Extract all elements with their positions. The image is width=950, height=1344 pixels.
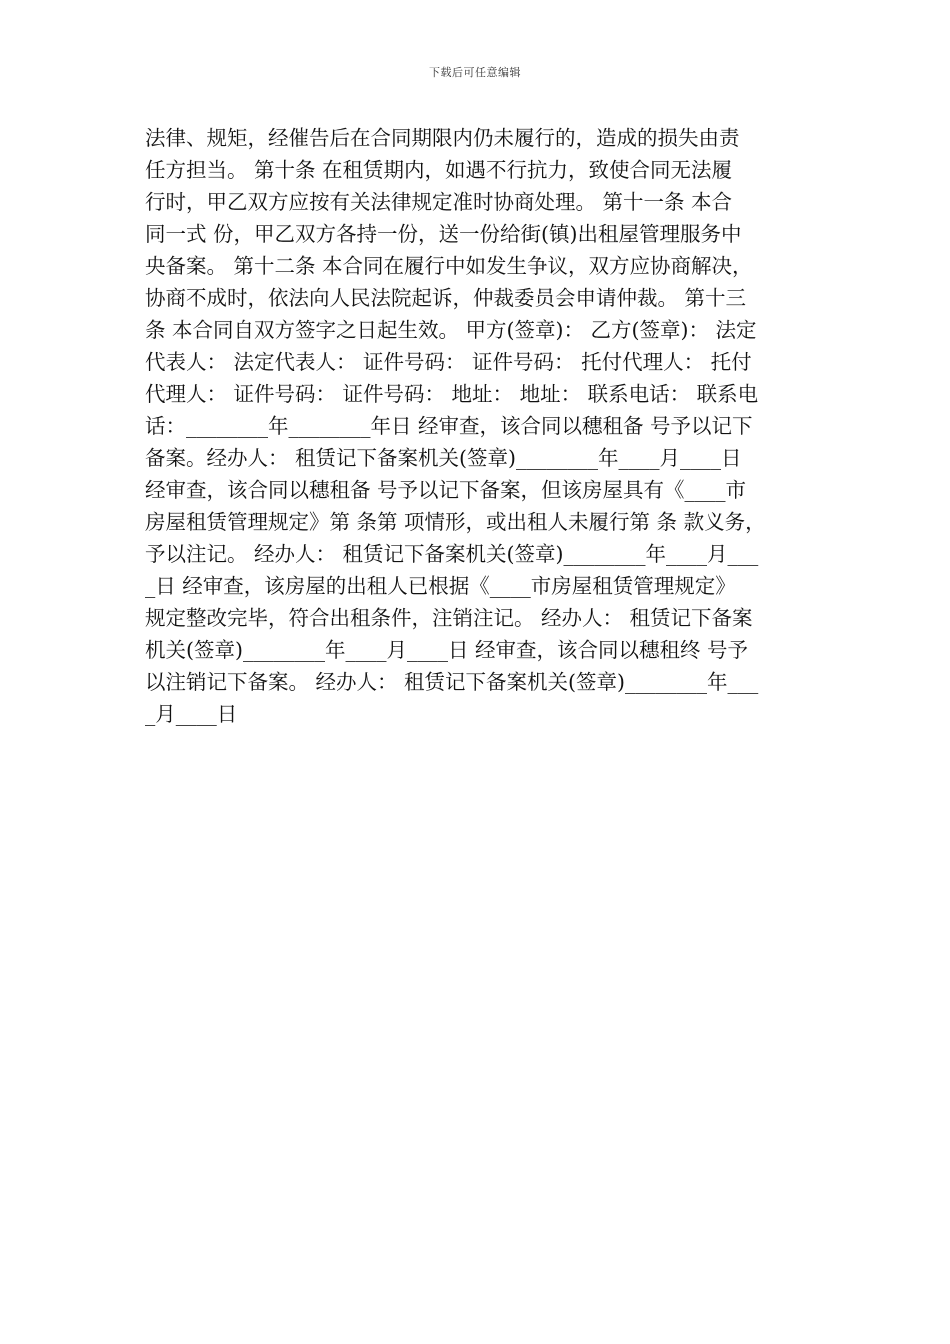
text-line: 规定整改完毕，符合出租条件，注销注记。 经办人： 租赁记下备案	[145, 606, 753, 630]
text-line: 法律、规矩，经催告后在合同期限内仍未履行的，造成的损失由责	[145, 126, 740, 150]
text-line: 协商不成时，依法向人民法院起诉，仲裁委员会申请仲裁。 第十三	[145, 286, 747, 310]
text-line: 备案。经办人： 租赁记下备案机关(签章)________年____月____日	[145, 446, 742, 470]
text-line: 予以注记。 经办人： 租赁记下备案机关(签章)________年____月___	[145, 542, 759, 566]
text-line: 机关(签章)________年____月____日 经审查，该合同以穗租终 号予	[145, 638, 749, 662]
text-line: 同一式 份，甲乙双方各持一份，送一份给街(镇)出租屋管理服务中	[145, 222, 742, 246]
text-line: 代表人： 法定代表人： 证件号码： 证件号码： 托付代理人： 托付	[145, 350, 752, 374]
text-line: 条 本合同自双方签字之日起生效。 甲方(签章)： 乙方(签章)： 法定	[145, 318, 757, 342]
text-line: 经审查，该合同以穗租备 号予以记下备案，但该房屋具有《____市	[145, 478, 747, 502]
text-line: _日 经审查，该房屋的出租人已根据《____市房屋租赁管理规定》	[145, 574, 736, 598]
text-line: 房屋租赁管理规定》第 条第 项情形，或出租人未履行第 条 款义务，	[145, 510, 766, 534]
text-line: 任方担当。 第十条 在租赁期内，如遇不行抗力，致使合同无法履	[145, 158, 733, 182]
text-line: 行时，甲乙双方应按有关法律规定准时协商处理。 第十一条 本合	[145, 190, 733, 214]
text-line: 代理人： 证件号码： 证件号码： 地址： 地址： 联系电话： 联系电	[145, 382, 759, 406]
page-header-note: 下载后可任意编辑	[429, 66, 521, 79]
contract-body-text	[145, 122, 817, 730]
text-line: 央备案。 第十二条 本合同在履行中如发生争议，双方应协商解决，	[145, 254, 753, 278]
text-line: _月____日	[145, 702, 238, 726]
text-line: 以注销记下备案。 经办人： 租赁记下备案机关(签章)________年___	[145, 670, 759, 694]
text-line: 话：________年________年日 经审查，该合同以穗租备 号予以记下	[145, 414, 753, 438]
